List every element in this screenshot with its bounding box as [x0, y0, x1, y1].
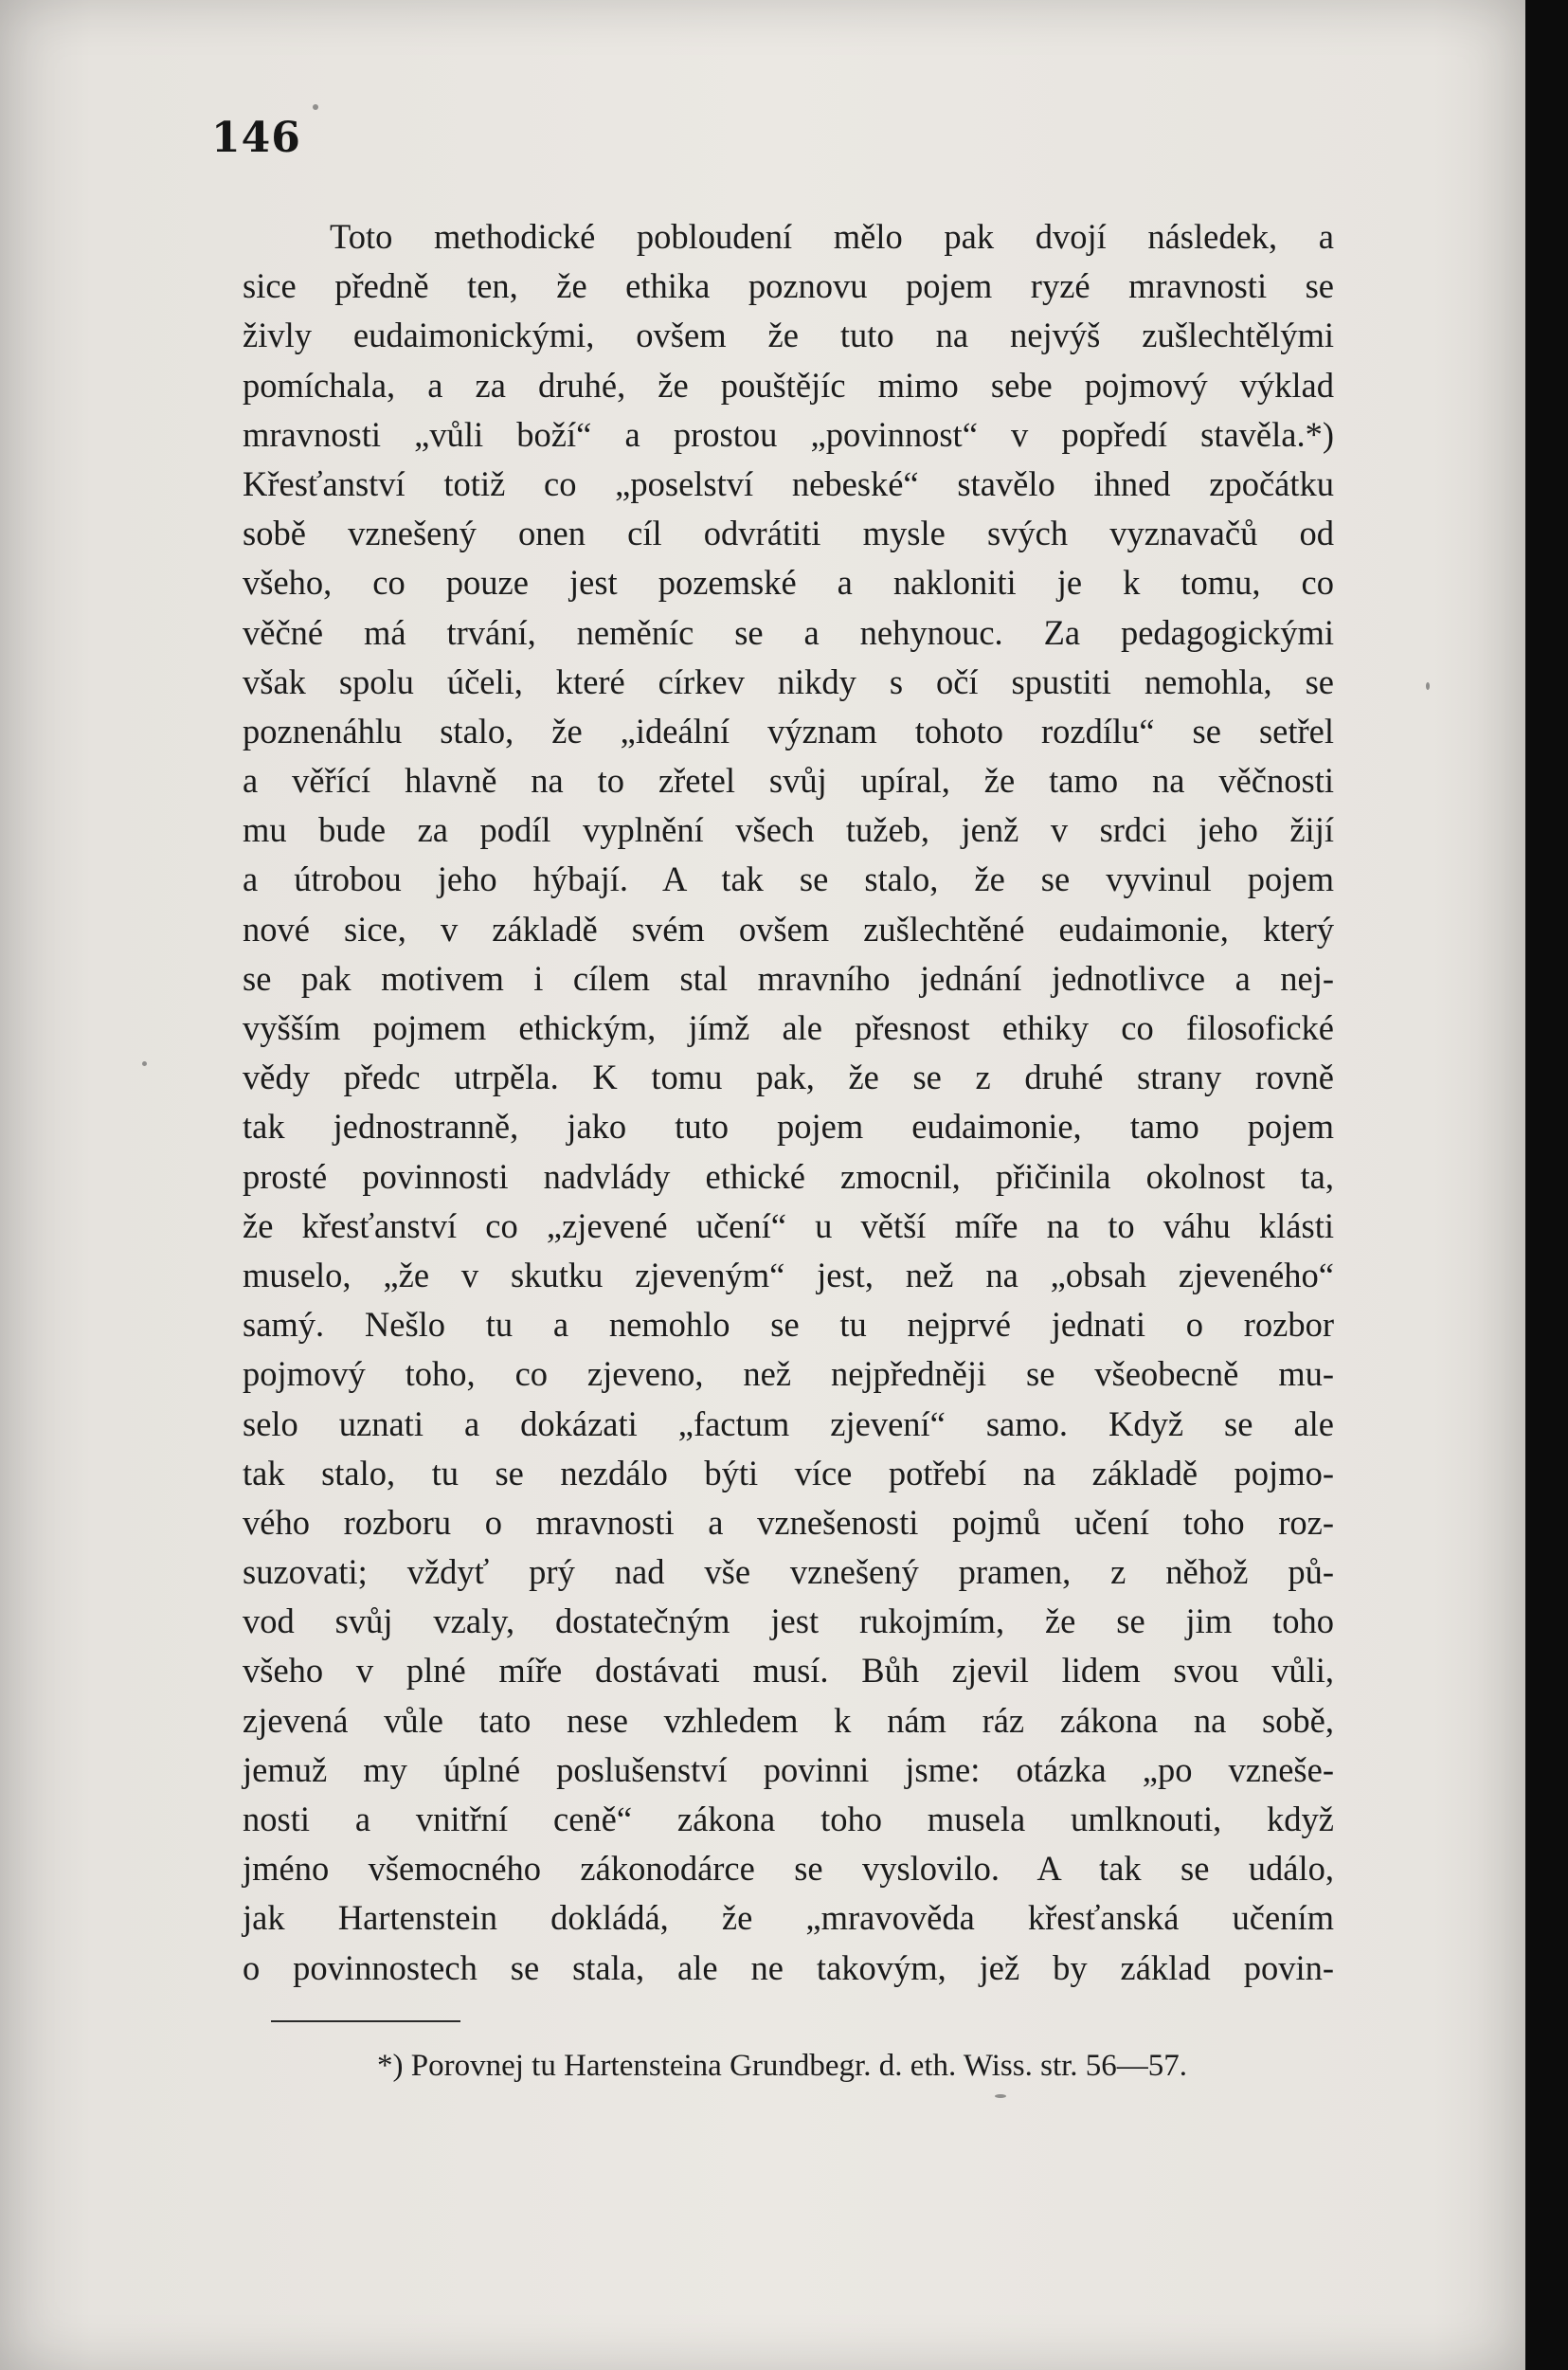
text-line: zjevená vůle tato nese vzhledem k nám ráz zákona na sobě, [243, 1700, 1334, 1740]
scan-speck [313, 104, 318, 110]
text-line: selo uznati a dokázati „factum zjevení“ samo. Když se ale [243, 1403, 1334, 1443]
scan-speck [1426, 682, 1430, 690]
scan-speck [995, 2094, 1006, 2098]
scan-speck [142, 1061, 147, 1066]
text-line: živly eudaimonickými, ovšem že tuto na nejvýš zušlechtělými [243, 316, 1334, 355]
text-line: všeho, co pouze jest pozemské a nakloniti je k tomu, co [243, 563, 1334, 603]
text-line: vědy předc utrpěla. K tomu pak, že se z druhé strany rovně [243, 1058, 1334, 1097]
text-line: a věřící hlavně na to zřetel svůj upíral, že tamo na věčnosti [243, 761, 1334, 801]
text-line: a útrobou jeho hýbají. A tak se stalo, že se vyvinul pojem [243, 859, 1334, 899]
text-line: vého rozboru o mravnosti a vznešenosti pojmů učení toho roz- [243, 1502, 1334, 1542]
text-line: tak stalo, tu se nezdálo býti více potřebí na základě pojmo- [243, 1453, 1334, 1493]
text-line: sobě vznešený onen cíl odvrátiti mysle svých vyznavačů od [243, 514, 1334, 553]
text-line: všeho v plné míře dostávati musí. Bůh zjevil lidem svou vůli, [243, 1651, 1334, 1691]
text-line: jak Hartenstein dokládá, že „mravověda křesťanská učením [243, 1898, 1334, 1938]
text-line: prosté povinnosti nadvlády ethické zmocnil, přičinila okolnost ta, [243, 1156, 1334, 1196]
page-number: 146 [211, 114, 301, 162]
body-text [243, 212, 1334, 1993]
text-line: poznenáhlu stalo, že „ideální význam tohoto rozdílu“ se setřel [243, 711, 1334, 751]
text-line: mravnosti „vůli boží“ a prostou „povinnost“ v popředí stavěla.*) [243, 414, 1334, 454]
text-line: pojmový toho, co zjeveno, než nejpředněji se všeobecně mu- [243, 1354, 1334, 1394]
text-line: tak jednostranně, jako tuto pojem eudaimonie, tamo pojem [243, 1107, 1334, 1147]
text-line: muselo, „že v skutku zjeveným“ jest, než na „obsah zjeveného“ [243, 1255, 1334, 1294]
text-line: o povinnostech se stala, ale ne takovým, jež by základ povin- [243, 1947, 1334, 1987]
text-line: Toto methodické pobloudení mělo pak dvojí následek, a [330, 217, 1334, 256]
text-line: však spolu účeli, které církev nikdy s očí spustiti nemohla, se [243, 661, 1334, 701]
text-line: Křesťanství totiž co „poselství nebeské“ stavělo ihned zpočátku [243, 463, 1334, 503]
text-line: pomíchala, a za druhé, že pouštějíc mimo sebe pojmový výklad [243, 365, 1334, 405]
text-line: mu bude za podíl vyplnění všech tužeb, jenž v srdci jeho žijí [243, 810, 1334, 850]
footnote: *) Porovnej tu Hartensteina Grundbegr. d. eth. Wiss. str. 56—57. [377, 2049, 1188, 2083]
text-line: se pak motivem i cílem stal mravního jednání jednotlivce a nej- [243, 958, 1334, 998]
scan-edge [1525, 0, 1568, 2370]
text-line: sice předně ten, že ethika poznovu pojem ryzé mravnosti se [243, 266, 1334, 306]
text-line: věčné má trvání, neměníc se a nehynouc. Za pedagogickými [243, 612, 1334, 652]
text-line: samý. Nešlo tu a nemohlo se tu nejprvé jednati o rozbor [243, 1305, 1334, 1345]
text-line: jméno všemocného zákonodárce se vyslovilo. A tak se událo, [243, 1849, 1334, 1889]
text-line: suzovati; vždyť prý nad vše vznešený pramen, z něhož pů- [243, 1552, 1334, 1592]
text-line: nosti a vnitřní ceně“ zákona toho musela umlknouti, když [243, 1800, 1334, 1838]
text-line: vod svůj vzaly, dostatečným jest rukojmím, že se jim toho [243, 1601, 1334, 1641]
text-line: vyšším pojmem ethickým, jímž ale přesnost ethiky co filosofické [243, 1008, 1334, 1047]
text-line: že křesťanství co „zjevené učení“ u větší míře na to váhu klásti [243, 1205, 1334, 1245]
footnote-divider [271, 2020, 460, 2022]
text-line: nové sice, v základě svém ovšem zušlechtěné eudaimonie, který [243, 909, 1334, 949]
text-line: jemuž my úplné poslušenství povinni jsme: otázka „po vzneše- [243, 1749, 1334, 1789]
